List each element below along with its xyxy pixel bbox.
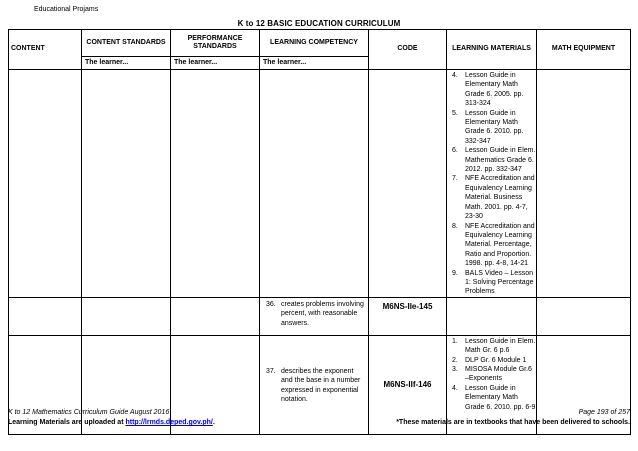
table-row [9,70,631,298]
equipment-cell [537,297,631,335]
competency-cell [260,335,369,434]
list-item: 1. Lesson Guide in Elem. Math Gr. 6 p.6 [452,337,536,355]
list-item: 6. Lesson Guide in Elem. Mathematics Grade 6. 2012. pp. 332-347 [452,147,536,174]
column-header-content-standards: CONTENT STANDARDS [82,30,171,57]
materials-cell [447,70,537,298]
column-header-performance-standards: PERFORMANCE STANDARDS [171,30,260,57]
curriculum-guide-label: K to 12 Mathematics Curriculum Guide August 2016 [8,409,170,416]
list-item: 3. MISOSA Module Gr.6 –Exponents [452,365,532,383]
competency-number: 37. [266,367,276,375]
code-cell: M6NS-IIe-145 [369,297,447,335]
competency-cell [260,70,369,298]
textbook-note: *These materials are in textbooks that have been delivered to schools. [396,419,630,426]
subheader-performance-standards: The learner... [171,57,260,70]
page-indicator: Page 193 of 257 [578,409,630,416]
lrmds-link[interactable]: http://lrmds.deped.gov.ph/ [125,419,213,426]
content-standards-cell [82,70,171,298]
content-standards-cell [82,297,171,335]
competency-cell [260,297,369,335]
list-item: 5. Lesson Guide in Elementary Math Grade 6. 2010. pp. 332-347 [452,109,524,145]
table-row [9,297,631,335]
materials-cell [447,297,537,335]
content-cell [9,70,82,298]
performance-standards-cell [171,70,260,298]
materials-list [447,70,536,297]
code-cell: M6NS-IIf-146 [369,335,447,434]
equipment-cell [537,70,631,298]
list-item: 9. BALS Video – Lesson 1: Solving Percentage Problems [452,269,534,296]
upload-note: Learning Materials are uploaded at http://lrmds.deped.gov.ph/. [8,419,215,426]
footer-right [396,408,630,428]
list-item: 7. NFE Accreditation and Equivalency Learning Material. Business Math. 2001. pp. 4-7, 23-30 [452,175,535,221]
column-header-content: CONTENT [9,30,82,70]
competency-number: 36. [266,300,276,308]
brand-label: Educational Projams [34,6,99,13]
materials-list [447,336,536,412]
competency-text: creates problems involving percent, with reasonable answers. [281,300,364,327]
list-item: 4. Lesson Guide in Elementary Math Grade 6. 2005. pp. 313-324 [452,72,524,108]
content-cell [9,297,82,335]
subheader-learning-competency: The learner... [260,57,369,70]
column-header-math-equipment: MATH EQUIPMENT [537,30,631,70]
list-item: 4. Lesson Guide in Elementary Math Grade 6. 2010. pp. 6-9 [452,384,536,411]
document-title: K to 12 BASIC EDUCATION CURRICULUM [237,19,401,28]
footer-left [8,408,215,428]
column-header-code: CODE [369,30,447,70]
column-header-learning-materials: LEARNING MATERIALS [447,30,537,70]
column-header-learning-competency: LEARNING COMPETENCY [260,30,369,57]
performance-standards-cell [171,297,260,335]
list-item: 8. NFE Accreditation and Equivalency Learning Material. Percentage, Ratio and Proportion. 1998. pp. 4-8, 14-21 [452,222,535,268]
subheader-content-standards: The learner... [82,57,171,70]
curriculum-table [8,29,631,435]
competency-text: describes the exponent and the base in a number expressed in exponential notation. [281,367,361,404]
code-cell [369,70,447,298]
list-item: 2. DLP Gr. 6 Module 1 [452,356,527,364]
